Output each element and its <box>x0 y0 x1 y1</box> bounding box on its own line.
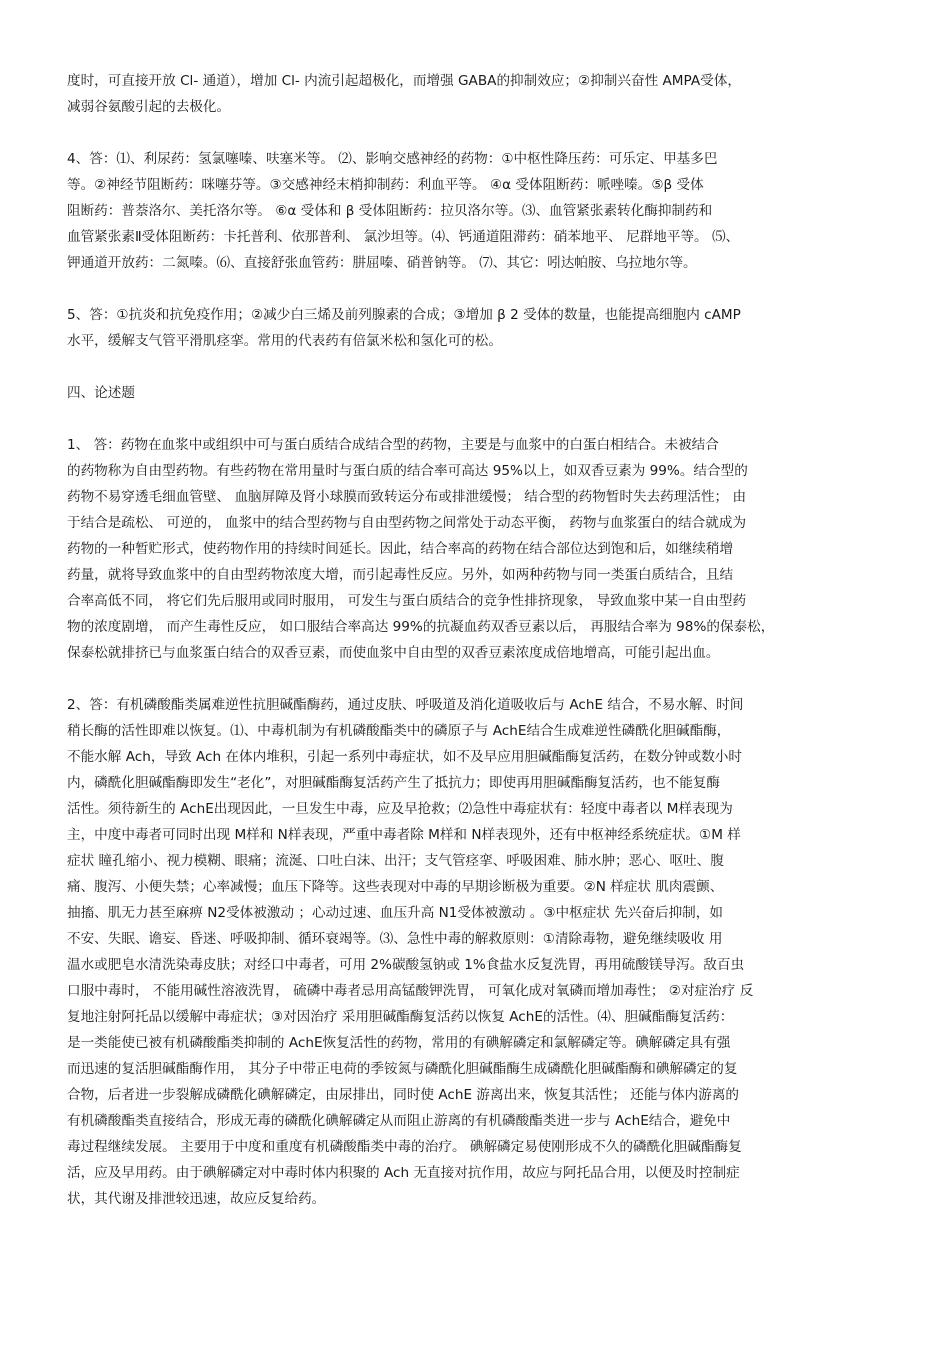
text-line: 活，应及早用药。由于碘解磷定对中毒时体内积聚的 Ach 无直接对抗作用，故应与阿托品合用，以便及时控制症 <box>67 1165 740 1181</box>
text-line: 物的浓度剧增， 而产生毒性反应， 如口服结合率高达 99%的抗凝血药双香豆素以后， 再服结合率为 98%的保泰松， <box>67 619 775 635</box>
text-line: 症状 瞳孔缩小、视力模糊、眼痛；流涎、口吐白沫、出汗；支气管痉挛、呼吸困难、肺水肿；恶心、呕吐、腹 <box>67 853 724 869</box>
text-line: 药物不易穿透毛细血管壁、 血脑屏障及肾小球膜而致转运分布或排泄缓慢； 结合型的药物暂时失去药理活性； 由 <box>67 489 747 505</box>
text-line: 不安、失眠、谵妄、昏迷、呼吸抑制、循环衰竭等。⑶、急性中毒的解救原则：①清除毒物，避免继续吸收 用 <box>67 931 723 947</box>
text-line: 合率高低不同， 将它们先后服用或同时服用， 可发生与蛋白质结合的竞争性排挤现象， 导致血浆中某一自由型药 <box>67 593 747 609</box>
text-line: 血管紧张素Ⅱ受体阻断药：卡托普利、依那普利、 氯沙坦等。⑷、钙通道阻滞药：硝苯地平、 尼群地平等。 ⑸、 <box>67 229 740 245</box>
text-line: 等。②神经节阻断药：咪噻芬等。③交感神经末梢抑制药：利血平等。 ④α 受体阻断药：哌唑嗪。⑤β 受体 <box>67 177 704 193</box>
text-line: 有机磷酸酯类直接结合，形成无毒的磷酰化碘解磷定从而阻止游离的有机磷酸酯类进一步与 AchE结合，避免中 <box>67 1113 731 1129</box>
text-line: 1、 答：药物在血浆中或组织中可与蛋白质结合成结合型的药物，主要是与血浆中的白蛋白相结合。未被结合 <box>67 437 719 453</box>
text-line: 复地注射阿托品以缓解中毒症状；③对因治疗 采用胆碱酯酶复活药以恢复 AchE的活性。⑷、胆碱酯酶复活药： <box>67 1009 734 1025</box>
essay-1 <box>67 432 883 666</box>
text-line: 药物的一种暂贮形式，使药物作用的持续时间延长。因此，结合率高的药物在结合部位达到饱和后，如继续稍增 <box>67 541 734 557</box>
text-line: 抽搐、肌无力甚至麻痹 N2受体被激动 ；心动过速、血压升高 N1受体被激动 。③中枢症状 先兴奋后抑制，如 <box>67 905 723 921</box>
text-line: 不能水解 Ach，导致 Ach 在体内堆积，引起一系列中毒症状，如不及早应用胆碱酯酶复活药，在数分钟或数小时 <box>67 749 742 765</box>
text-line: 4、答：⑴、利尿药：氢氯噻嗪、呋塞米等。 ⑵、影响交感神经的药物：①中枢性降压药：可乐定、甲基多巴 <box>67 151 718 167</box>
text-line: 状，其代谢及排泄较迅速，故应反复给药。 <box>67 1191 326 1207</box>
text-line: 内，磷酰化胆碱酯酶即发生“老化”，对胆碱酯酶复活药产生了抵抗力；即使再用胆碱酯酶复活药，也不能复酶 <box>67 775 720 791</box>
text-line: 稍长酶的活性即难以恢复。⑴、中毒机制为有机磷酸酯类中的磷原子与 AchE结合生成难逆性磷酰化胆碱酯酶， <box>67 723 731 739</box>
text-line: 钾通道开放药：二氮嗪。⑹、直接舒张血管药：肼屈嗪、硝普钠等。 ⑺、其它：吲达帕胺、乌拉地尔等。 <box>67 255 697 271</box>
continued-paragraph <box>67 68 883 120</box>
document-page <box>67 68 883 1238</box>
answer-4 <box>67 146 883 276</box>
text-line: 阻断药：普萘洛尔、美托洛尔等。 ⑥α 受体和 β 受体阻断药：拉贝洛尔等。⑶、血管紧张素转化酶抑制药和 <box>67 203 713 219</box>
text-line: 温水或肥皂水清洗染毒皮肤；对经口中毒者，可用 2%碳酸氢钠或 1%食盐水反复洗胃，再用硫酸镁导泻。敌百虫 <box>67 957 745 973</box>
text-line: 药量，就将导致血浆中的自由型药物浓度大增，而引起毒性反应。另外，如两种药物与同一类蛋白质结合，且结 <box>67 567 734 583</box>
text-line: 毒过程继续发展。 主要用于中度和重度有机磷酸酯类中毒的治疗。 碘解磷定易使刚形成不久的磷酰化胆碱酯酶复 <box>67 1139 742 1155</box>
text-line: 5、答：①抗炎和抗免疫作用；②减少白三烯及前列腺素的合成；③增加 β 2 受体的数量，也能提高细胞内 cAMP <box>67 307 741 323</box>
text-line: 活性。须待新生的 AchE出现因此，一旦发生中毒，应及早抢救；⑵急性中毒症状有：轻度中毒者以 M样表现为 <box>67 801 733 817</box>
text-line: 于结合是疏松、 可逆的， 血浆中的结合型药物与自由型药物之间常处于动态平衡， 药物与血浆蛋白的结合就成为 <box>67 515 747 531</box>
text-line: 主，中度中毒者可同时出现 M样和 N样表现，严重中毒者除 M样和 N样表现外，还有中枢神经系统症状。①M 样 <box>67 827 741 843</box>
text-line: 合物，后者进一步裂解成磷酰化碘解磷定，由尿排出，同时使 AchE 游离出来，恢复其活性； 还能与体内游离的 <box>67 1087 740 1103</box>
text-line: 是一类能使已被有机磷酸酯类抑制的 AchE恢复活性的药物，常用的有碘解磷定和氯解磷定等。碘解磷定具有强 <box>67 1035 731 1051</box>
section-heading: 四、论述题 <box>67 385 135 401</box>
text-line: 而迅速的复活胆碱酯酶作用， 其分子中带正电荷的季铵氮与磷酰化胆碱酯酶生成磷酰化胆碱酯酶和碘解磷定的复 <box>67 1061 738 1077</box>
text-line: 痛、腹泻、小便失禁；心率减慢；血压下降等。这些表现对中毒的早期诊断极为重要。②N 样症状 肌肉震颤、 <box>67 879 724 895</box>
essay-2 <box>67 692 883 1212</box>
text-line: 2、答：有机磷酸酯类属难逆性抗胆碱酯酶药，通过皮肤、呼吸道及消化道吸收后与 AchE 结合，不易水解、时间 <box>67 697 744 713</box>
text-line: 口服中毒时， 不能用碱性溶液洗胃， 硫磷中毒者忌用高锰酸钾洗胃， 可氧化成对氧磷而增加毒性； ②对症治疗 反 <box>67 983 754 999</box>
text-line: 水平，缓解支气管平滑肌痉挛。常用的代表药有倍氯米松和氢化可的松。 <box>67 333 502 349</box>
text-line: 保泰松就排挤已与血浆蛋白结合的双香豆素，而使血浆中自由型的双香豆素浓度成倍地增高，可能引起出血。 <box>67 645 720 661</box>
text-line: 度时，可直接开放 Cl- 通道），增加 Cl- 内流引起超极化，而增强 GABA的抑制效应；②抑制兴奋性 AMPA受体， <box>67 73 741 89</box>
answer-5 <box>67 302 883 354</box>
text-line: 减弱谷氨酸引起的去极化。 <box>67 99 231 115</box>
text-line: 的药物称为自由型药物。有些药物在常用量时与蛋白质的结合率可高达 95%以上，如双香豆素为 99%。结合型的 <box>67 463 748 479</box>
